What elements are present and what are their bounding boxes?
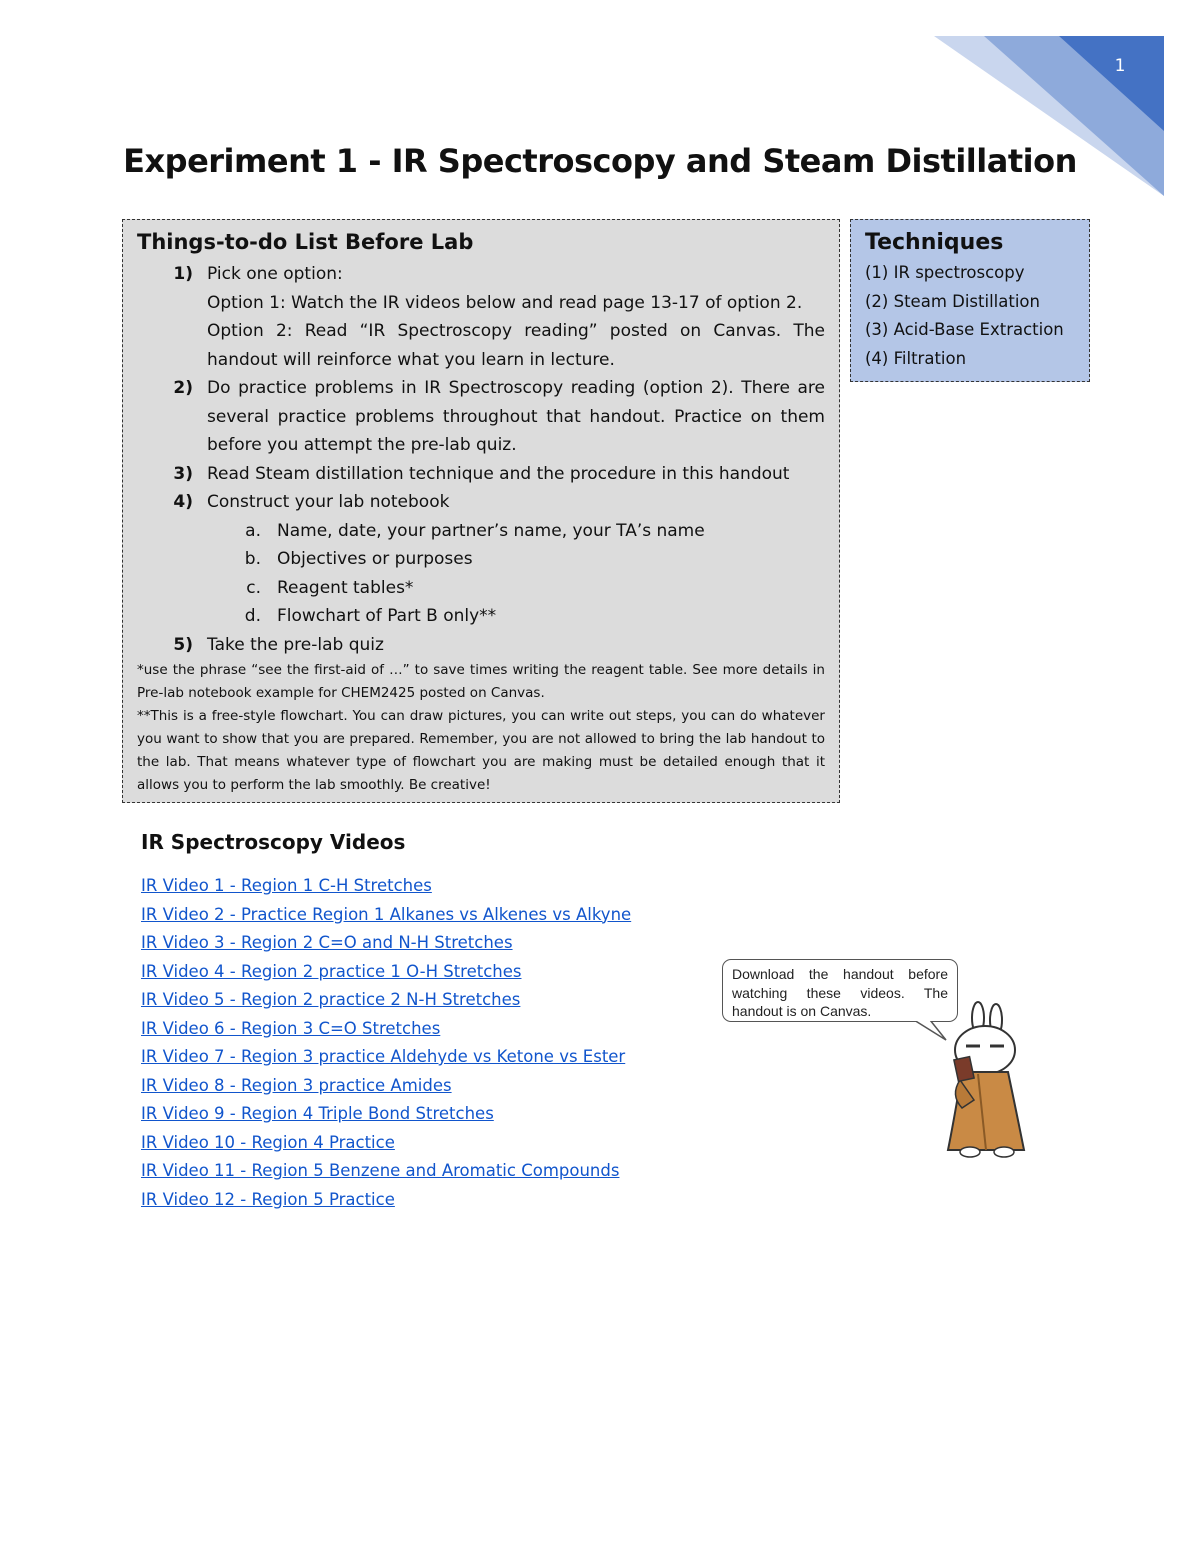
todo-note: **This is a free-style flowchart. You can draw pictures, you can write out steps, you can do whatever you want to show that you are prepared. Remember, you are not allowed to bring the lab handout to the lab. That means whatever type of flowchart you are making must be detailed enough that it allows you to perform the lab smoothly. Be creative!	[137, 708, 825, 793]
speech-bubble: Download the handout before watching these videos. The handout is on Canvas.	[722, 959, 958, 1022]
video-link-11[interactable]: IR Video 11 - Region 5 Benzene and Aromatic Compounds	[141, 1161, 620, 1180]
todo-box	[122, 219, 840, 803]
technique-item: (4) Filtration	[865, 348, 967, 368]
todo-number: 4)	[173, 492, 193, 512]
video-link-9[interactable]: IR Video 9 - Region 4 Triple Bond Stretches	[141, 1104, 494, 1123]
todo-text: Read Steam distillation technique and the procedure in this handout	[207, 463, 790, 484]
video-link-1[interactable]: IR Video 1 - Region 1 C-H Stretches	[141, 876, 432, 895]
technique-item: (1) IR spectroscopy	[865, 263, 1025, 282]
video-link-5[interactable]: IR Video 5 - Region 2 practice 2 N-H Stretches	[141, 990, 521, 1009]
techniques-heading: Techniques	[865, 230, 1004, 255]
todo-item	[137, 460, 825, 489]
rabbit-mascot-illustration	[900, 1000, 1060, 1160]
page-number: 1	[1114, 56, 1126, 76]
notebook-sublist	[207, 517, 825, 631]
techniques-list	[865, 259, 1075, 373]
video-links	[141, 872, 631, 1214]
todo-text: Do practice problems in IR Spectroscopy reading (option 2). There are several practice problems throughout that handout. Practice on them before you attempt the pre-lab quiz.	[207, 378, 825, 455]
todo-item	[137, 374, 825, 460]
video-link-2[interactable]: IR Video 2 - Practice Region 1 Alkanes vs Alkenes vs Alkyne	[141, 904, 632, 924]
todo-list	[137, 260, 825, 659]
todo-heading: Things-to-do List Before Lab	[137, 230, 474, 254]
todo-item	[137, 260, 825, 374]
video-link-6[interactable]: IR Video 6 - Region 3 C=O Stretches	[141, 1018, 441, 1038]
video-link-3[interactable]: IR Video 3 - Region 2 C=O and N-H Stretches	[141, 933, 513, 952]
sub-item: c. Reagent tables*	[246, 577, 414, 598]
video-link-7[interactable]: IR Video 7 - Region 3 practice Aldehyde vs Ketone vs Ester	[141, 1047, 626, 1066]
todo-number: 3)	[173, 463, 193, 484]
todo-number: 1)	[173, 264, 193, 284]
todo-item	[137, 488, 825, 631]
sub-item: a. Name, date, your partner’s name, your TA’s name	[245, 520, 705, 541]
todo-item	[137, 631, 825, 660]
todo-text: Take the pre-lab quiz	[207, 634, 384, 655]
technique-item: (3) Acid-Base Extraction	[865, 320, 1064, 339]
todo-number: 2)	[173, 378, 193, 398]
video-link-10[interactable]: IR Video 10 - Region 4 Practice	[141, 1132, 395, 1152]
todo-text: Pick one option:	[207, 264, 343, 284]
todo-number: 5)	[173, 634, 193, 655]
techniques-box	[850, 219, 1090, 382]
page-title: Experiment 1 - IR Spectroscopy and Steam Distillation	[123, 142, 1077, 180]
todo-text: Option 1: Watch the IR videos below and read page 13-17 of option 2.	[207, 292, 803, 313]
videos-section	[141, 830, 631, 1214]
video-link-4[interactable]: IR Video 4 - Region 2 practice 1 O-H Stretches	[141, 961, 522, 981]
todo-text: Construct your lab notebook	[207, 492, 450, 512]
videos-heading: IR Spectroscopy Videos	[141, 830, 406, 854]
todo-note: *use the phrase “see the first-aid of …” to save times writing the reagent table. See more details in Pre-lab notebook example for CHEM2425 posted on Canvas.	[137, 662, 825, 701]
todo-text: Option 2: Read “IR Spectroscopy reading” posted on Canvas. The handout will reinforce what you learn in lecture.	[207, 321, 825, 370]
video-link-12[interactable]: IR Video 12 - Region 5 Practice	[141, 1189, 395, 1209]
sub-item: b. Objectives or purposes	[244, 549, 473, 569]
technique-item: (2) Steam Distillation	[865, 291, 1040, 311]
video-link-8[interactable]: IR Video 8 - Region 3 practice Amides	[141, 1075, 452, 1095]
sub-item: d. Flowchart of Part B only**	[244, 606, 497, 626]
